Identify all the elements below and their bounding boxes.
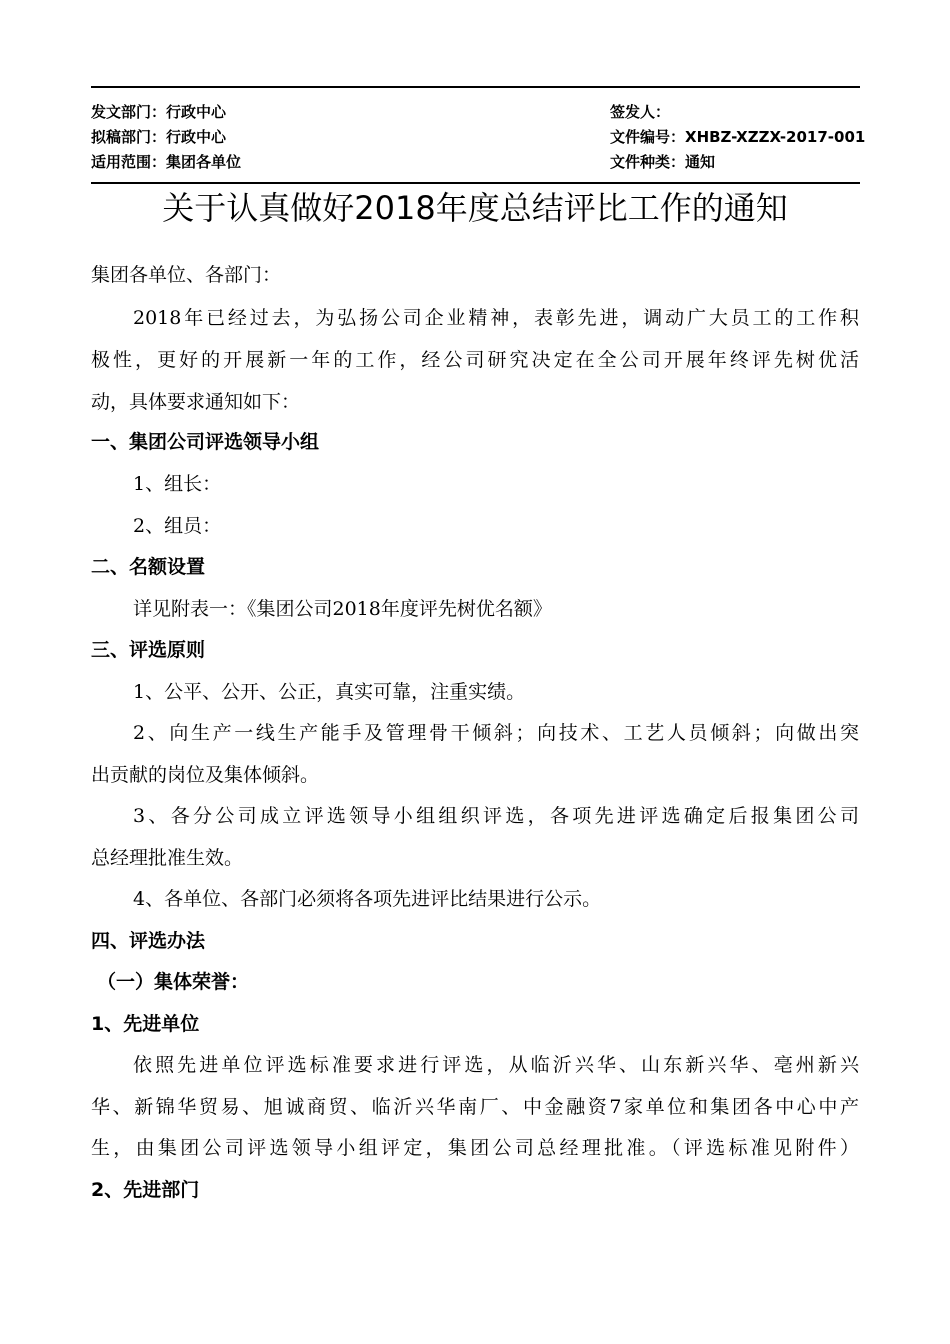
principle-3-line-2: 总经理批准生效。 [91, 847, 244, 869]
file-number: 文件编号：XHBZ-XZZX-2017-001 [610, 128, 866, 146]
file-type: 文件种类：通知 [610, 153, 716, 171]
advanced-unit-heading: 1、先进单位 [91, 1013, 200, 1035]
intro-line-1: 2018年已经过去，为弘扬公司企业精神，表彰先进，调动广大员工的工作积 [133, 307, 859, 329]
advanced-unit-line-1: 依照先进单位评选标准要求进行评选，从临沂兴华、山东新兴华、亳州新兴 [133, 1054, 859, 1076]
document-title: 关于认真做好2018年度总结评比工作的通知 [162, 189, 788, 227]
advanced-unit-line-3: 生，由集团公司评选领导小组评定，集团公司总经理批准。（评选标准见附件） [91, 1137, 859, 1159]
leader-item: 1、组长： [133, 473, 222, 495]
header-bottom-rule [91, 182, 860, 184]
section-1-heading: 一、集团公司评选领导小组 [91, 431, 320, 453]
member-item: 2、组员： [133, 515, 222, 537]
collective-honor-heading: （一）集体荣誉： [97, 971, 250, 993]
section-2-heading: 二、名额设置 [91, 556, 206, 578]
principle-2-line-2: 出贡献的岗位及集体倾斜。 [91, 764, 320, 786]
header-top-rule [91, 86, 860, 88]
section-3-heading: 三、评选原则 [91, 639, 206, 661]
principle-2-line-1: 2、向生产一线生产能手及管理骨干倾斜；向技术、工艺人员倾斜；向做出突 [133, 722, 859, 744]
applicable-scope: 适用范围：集团各单位 [91, 153, 242, 171]
principle-4: 4、各单位、各部门必须将各项先进评比结果进行公示。 [133, 888, 602, 910]
section-4-heading: 四、评选办法 [91, 930, 206, 952]
advanced-unit-line-2: 华、新锦华贸易、旭诚商贸、临沂兴华南厂、中金融资7家单位和集团各中心中产 [91, 1096, 859, 1118]
signer: 签发人： [610, 103, 671, 121]
principle-1: 1、公平、公开、公正，真实可靠，注重实绩。 [133, 681, 526, 703]
intro-line-2: 极性，更好的开展新一年的工作，经公司研究决定在全公司开展年终评先树优活 [91, 349, 859, 371]
principle-3-line-1: 3、各分公司成立评选领导小组组织评选，各项先进评选确定后报集团公司 [133, 805, 859, 827]
drafting-department: 拟稿部门：行政中心 [91, 128, 227, 146]
issuing-department: 发文部门：行政中心 [91, 103, 227, 121]
intro-line-3: 动，具体要求通知如下： [91, 391, 301, 413]
advanced-department-heading: 2、先进部门 [91, 1179, 200, 1201]
salutation: 集团各单位、各部门： [91, 264, 282, 286]
quota-reference: 详见附表一：《集团公司2018年度评先树优名额》 [133, 598, 552, 620]
